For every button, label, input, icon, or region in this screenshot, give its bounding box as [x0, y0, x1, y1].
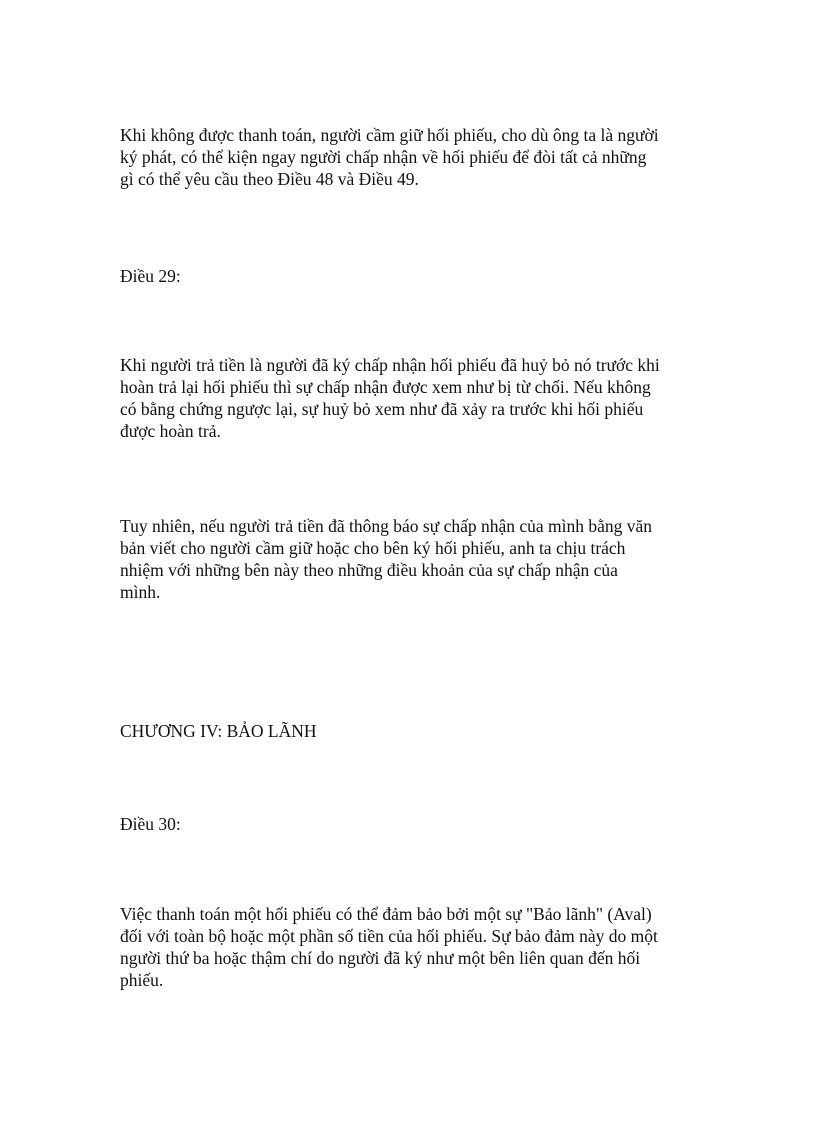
article-30-heading: Điều 30: — [120, 814, 181, 834]
paragraph-payment-claim: Khi không được thanh toán, người cầm giữ hối phiếu, cho dù ông ta là người ký phát, có thể kiện ngay người chấp nhận về hối phiếu để đòi tất cả những gì có thể yêu cầu theo Điều 48 và Điều 49. — [120, 125, 659, 189]
chapter-heading: CHƯƠNG IV: BẢO LÃNH — [120, 721, 317, 741]
article-29-heading: Điều 29: — [120, 266, 181, 286]
paragraph-written-acceptance: Tuy nhiên, nếu người trả tiền đã thông báo sự chấp nhận của mình bằng văn bản viết cho người cầm giữ hoặc cho bên ký hối phiếu, anh ta chịu trách nhiệm với những bên này theo những điều khoản của sự chấp nhận của mình. — [120, 516, 653, 602]
paragraph-acceptance-cancellation: Khi người trả tiền là người đã ký chấp nhận hối phiếu đã huỷ bỏ nó trước khi hoàn trả lại hối phiếu thì sự chấp nhận được xem như bị từ chối. Nếu không có bằng chứng ngược lại, sự huỷ bỏ xem như đã xảy ra trước khi hối phiếu được hoàn trả. — [120, 355, 660, 441]
paragraph-aval-guarantee: Việc thanh toán một hối phiếu có thể đảm bảo bởi một sự "Bảo lãnh" (Aval) đối với toàn bộ hoặc một phần số tiền của hối phiếu. Sự bảo đảm này do một người thứ ba hoặc thậm chí do người đã ký như một bên liên quan đến hối phiếu. — [120, 904, 658, 990]
